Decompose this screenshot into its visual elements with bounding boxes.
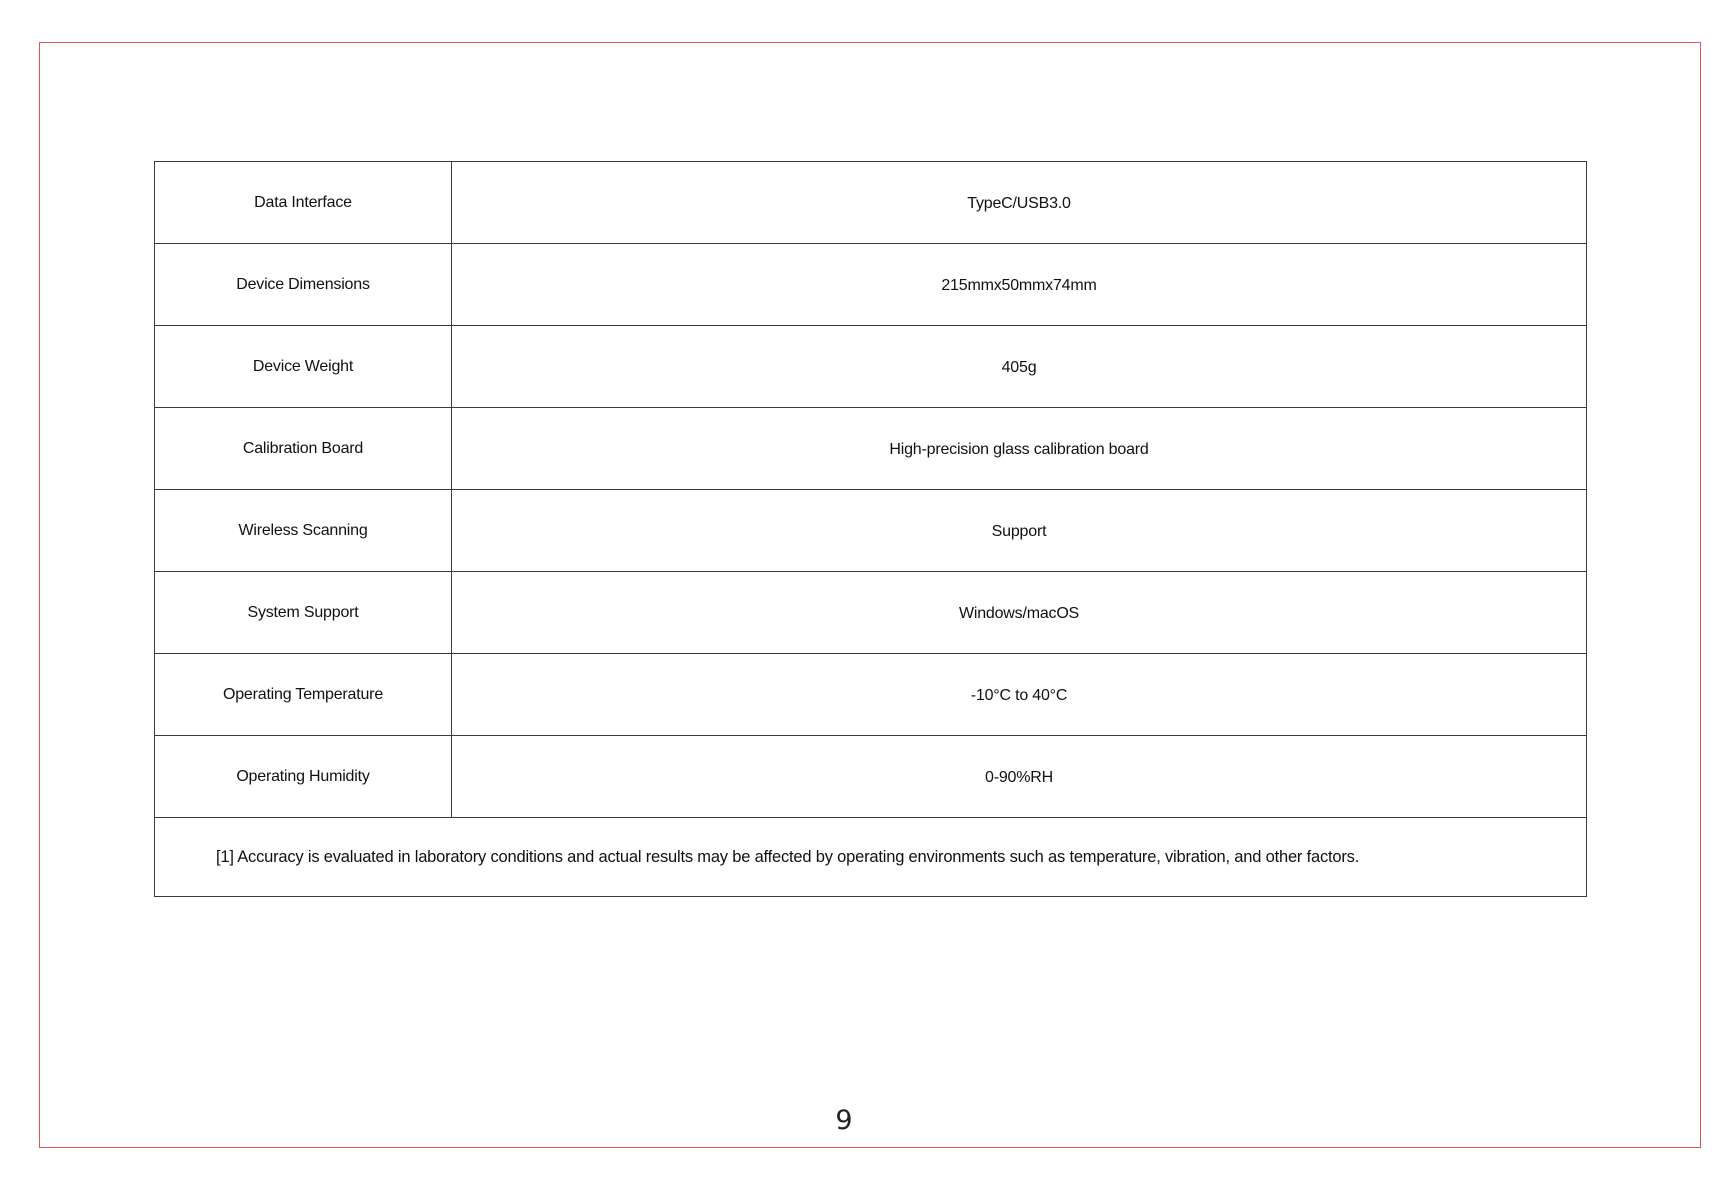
table-row xyxy=(155,162,1587,244)
spec-label-wireless-scanning: Wireless Scanning xyxy=(155,490,452,572)
table-row xyxy=(155,654,1587,736)
table-row xyxy=(155,244,1587,326)
footnote: [1] Accuracy is evaluated in laboratory conditions and actual results may be affected by operating environments such as temperature, vibration, and other factors. xyxy=(155,818,1587,897)
spec-label-system-support: System Support xyxy=(155,572,452,654)
table-row xyxy=(155,736,1587,818)
spec-value-device-weight: 405g xyxy=(452,326,1587,408)
spec-label-device-dimensions: Device Dimensions xyxy=(155,244,452,326)
spec-value-calibration-board: High-precision glass calibration board xyxy=(452,408,1587,490)
spec-label-calibration-board: Calibration Board xyxy=(155,408,452,490)
spec-label-operating-temperature: Operating Temperature xyxy=(155,654,452,736)
spec-value-device-dimensions: 215mmx50mmx74mm xyxy=(452,244,1587,326)
table-row xyxy=(155,326,1587,408)
spec-label-device-weight: Device Weight xyxy=(155,326,452,408)
page-number: 9 xyxy=(835,1105,853,1136)
table-row xyxy=(155,490,1587,572)
table-row-footnote xyxy=(155,818,1587,897)
spec-label-operating-humidity: Operating Humidity xyxy=(155,736,452,818)
table-row xyxy=(155,572,1587,654)
spec-value-system-support: Windows/macOS xyxy=(452,572,1587,654)
spec-value-wireless-scanning: Support xyxy=(452,490,1587,572)
spec-value-operating-temperature: -10°C to 40°C xyxy=(452,654,1587,736)
table-row xyxy=(155,408,1587,490)
spec-label-data-interface: Data Interface xyxy=(155,162,452,244)
spec-value-operating-humidity: 0-90%RH xyxy=(452,736,1587,818)
spec-table xyxy=(154,161,1587,897)
spec-value-data-interface: TypeC/USB3.0 xyxy=(452,162,1587,244)
